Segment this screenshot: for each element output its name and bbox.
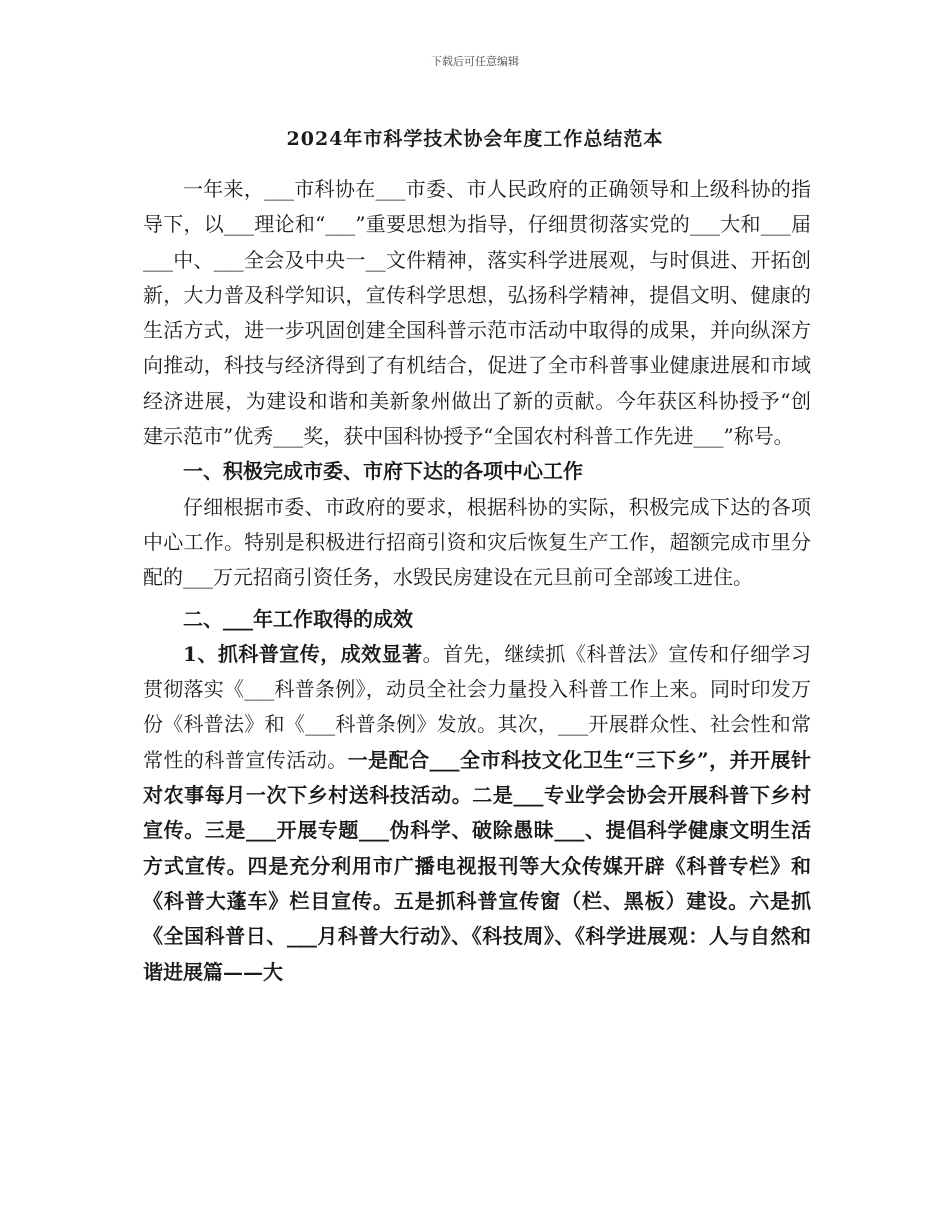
- item-text: 。首先，继续抓《科普法》宣传和仔细学习贯彻落实《___科普条例》，动员全社会力量投入科普工作上来。同时印发万份《科普法》和《___科普条例》发放。其次，___开展群众性、社会性和常常性的科普宣传活动。: [143, 641, 812, 772]
- item-lead: 1、抓科普宣传，成效显著: [183, 641, 423, 666]
- document-title: 2024年市科学技术协会年度工作总结范本: [286, 128, 664, 150]
- paragraph-intro: 一年来，___市科协在___市委、市人民政府的正确领导和上级科协的指导下，以___理论和“___”重要思想为指导，仔细贯彻落实党的___大和___届___中、___全会及中央一__文件精神，落实科学进展观，与时俱进、开拓创新，大力普及科学知识，宣传科学思想，弘扬科学精神，提倡文明、健康的生活方式，进一步巩固创建全国科普示范市活动中取得的成果，并向纵深方向推动，科技与经济得到了有机结合，促进了全市科普事业健康进展和市域经济进展，为建设和谐和美新象州做出了新的贡献。今年获区科协授予“创建示范市”优秀___奖，获中国科协授予“全国农村科普工作先进___”称号。: [143, 177, 811, 449]
- document-body: [143, 172, 811, 990]
- paragraph-section-2-item-1: [143, 637, 811, 990]
- header-note: 下载后可任意编辑: [431, 55, 519, 68]
- section-heading-2: 二、___年工作取得的成效: [183, 606, 413, 631]
- section-heading-1: 一、积极完成市委、市府下达的各项中心工作: [183, 459, 583, 484]
- item-text-bold: 一是配合___全市科技文化卫生“三下乡”，并开展针对农事每月一次下乡村送科技活动。二是___专业学会协会开展科普下乡村宣传。三是___开展专题___伪科学、破除愚昧___、提倡科学健康文明生活方式宣传。四是充分利用市广播电视报刊等大众传媒开辟《科普专栏》和《科普大蓬车》栏目宣传。五是抓科普宣传窗（栏、黑板）建设。六是抓《全国科普日、___月科普大行动》、《科技周》、《科学进展观：人与自然和谐进展篇——大: [143, 747, 811, 984]
- paragraph-section-1: 仔细根据市委、市政府的要求，根据科协的实际，积极完成下达的各项中心工作。特别是积极进行招商引资和灾后恢复生产工作，超额完成市里分配的___万元招商引资任务，水毁民房建设在元旦前可全部竣工进住。: [143, 494, 811, 590]
